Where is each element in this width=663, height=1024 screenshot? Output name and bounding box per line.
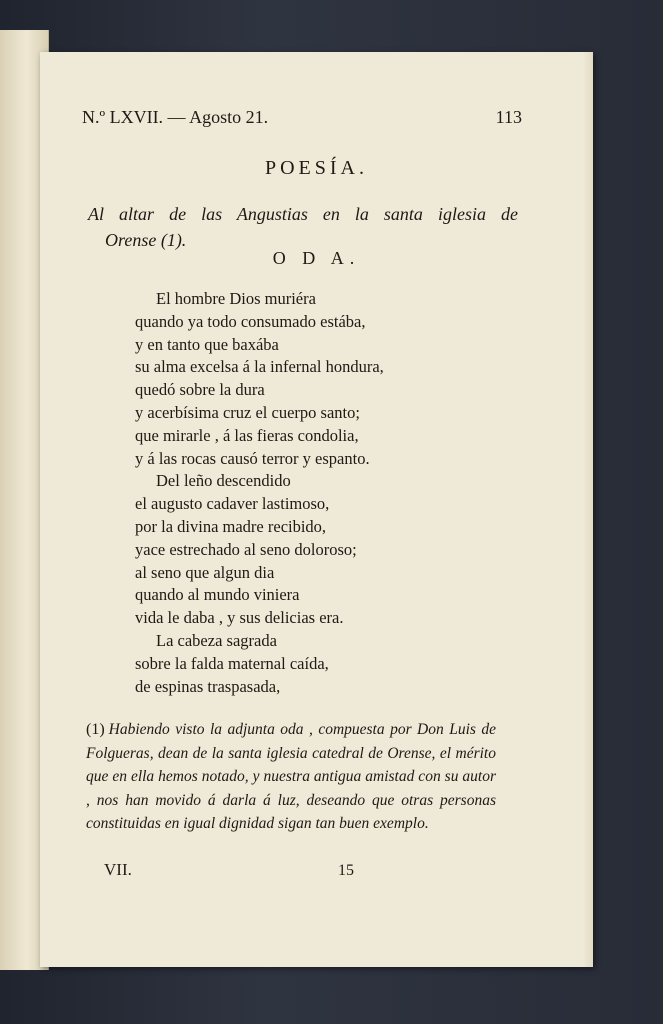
poem-line: La cabeza sagrada bbox=[156, 630, 277, 650]
poem-line: al seno que algun dia bbox=[135, 562, 275, 582]
poem-line: quedó sobre la dura bbox=[135, 380, 265, 400]
poem-line: El hombre Dios muriéra bbox=[156, 289, 316, 308]
dedication-line-2: Orense (1). bbox=[105, 230, 187, 250]
poem-line: quando al mundo viniera bbox=[135, 585, 300, 605]
poem-line: yace estrechado al seno doloroso; bbox=[135, 539, 357, 559]
poem-line: y á las rocas causó terror y espanto. bbox=[135, 448, 370, 468]
poem-line: quando ya todo consumado estába, bbox=[135, 311, 366, 331]
dedication-line-1: Al altar de las Angustias en la santa iglesia de bbox=[88, 204, 518, 224]
poem-line: que mirarle , á las fieras condolia, bbox=[135, 425, 359, 445]
footnote-marker: (1) bbox=[86, 721, 105, 738]
poem-line: vida le daba , y sus delicias era. bbox=[135, 608, 344, 628]
page-header bbox=[82, 107, 522, 131]
running-title: N.º LXVII. — Agosto 21. bbox=[82, 107, 269, 127]
dedication bbox=[88, 201, 518, 253]
page-number: 113 bbox=[495, 107, 522, 127]
page-edge-shade bbox=[583, 52, 593, 967]
signature-mark: VII. bbox=[104, 860, 132, 879]
poem-line: Del leño descendido bbox=[156, 471, 291, 491]
poem-title: O D A. bbox=[272, 248, 361, 268]
poem-line: sobre la falda maternal caída, bbox=[135, 653, 329, 673]
poem-body bbox=[135, 288, 455, 698]
poem-line: el augusto cadaver lastimoso, bbox=[135, 494, 330, 514]
footnote bbox=[86, 718, 496, 836]
poem-line: y en tanto que baxába bbox=[135, 334, 279, 354]
poem-line: y acerbísima cruz el cuerpo santo; bbox=[135, 402, 360, 422]
section-title: POESÍA. bbox=[264, 157, 368, 179]
poem-line: su alma excelsa á la infernal hondura, bbox=[135, 357, 384, 377]
poem-line: de espinas traspasada, bbox=[135, 676, 281, 696]
signature-number: 15 bbox=[338, 862, 354, 879]
footnote-text: Habiendo visto la adjunta oda , compuesta por Don Luis de Folgueras, dean de la santa iglesia catedral de Orense, el mérito que en ella hemos notado, y nuestra antigua amistad con su autor , nos han movido á darla á luz, deseando que otras personas constituidas en igual dignidad sigan tan buen exemplo. bbox=[86, 721, 496, 832]
book-page bbox=[40, 52, 593, 967]
poem-line: por la divina madre recibido, bbox=[135, 516, 327, 536]
